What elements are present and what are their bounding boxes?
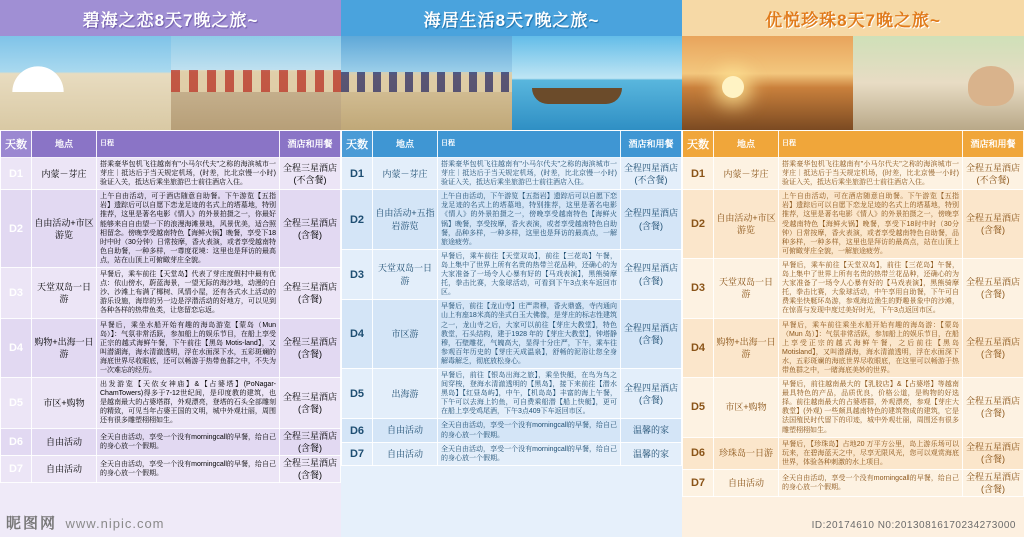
row-hotel: 全程五星酒店 (不含餐) <box>963 158 1024 190</box>
row-location: 自由活动 <box>32 455 97 482</box>
row-hotel: 全程四星酒店 (含餐) <box>621 300 682 369</box>
row-day: D1 <box>683 158 714 190</box>
row-hotel: 全程四星酒店 (含餐) <box>621 249 682 299</box>
panel-3 <box>682 0 1024 537</box>
row-schedule: 早餐后，乘车前往【天堂双岛】，前往【三花岛】午餐，岛上集中了世界上所有名贵的热带兰花品种，还确心的为大家准备了一场令人心暴有好的【马戏表演】，黑熊骑摩托，拳击比赛，大象球活动，可看到下午3点来车返回市区。 <box>438 249 621 299</box>
table-row <box>342 158 682 190</box>
row-schedule: 早餐后，前往越南最大的【乳胶店】&【占婆塔】等越南最具特色的产品，品质优良，价格公道，是购物的好选择。前往越南最大的占婆塔群，外观漂亮，参观【芽庄大教堂】(外观) 一些颇具越南特色的建筑物成的建筑，它是法国殖民时代留下的印迹，城中外观壮丽，周围还有很多雕塑栩栩如生。 <box>779 378 963 438</box>
row-location: 珍珠岛一日游 <box>714 437 779 469</box>
row-day: D2 <box>342 190 373 250</box>
table-row <box>1 318 341 378</box>
table-row <box>683 158 1024 190</box>
col-header-day: 天数 <box>683 131 714 158</box>
row-schedule: 全天自由活动，享受一个没有morningcall的早餐，给自己的身心放一个假期。 <box>779 469 963 496</box>
panel-1 <box>0 0 341 537</box>
row-day: D7 <box>683 469 714 496</box>
watermark-site: www.nipic.com <box>65 516 165 531</box>
row-hotel: 全程三星酒店 (含餐) <box>280 318 341 378</box>
col-header-location: 地点 <box>32 131 97 158</box>
watermark-id: ID:20174610 N0:20130816170234273000 <box>811 520 1016 531</box>
row-day: D5 <box>1 378 32 428</box>
row-location: 内蒙－芽庄 <box>32 158 97 190</box>
row-hotel: 全程五星酒店 (含餐) <box>963 318 1024 378</box>
beach-umbrella-photo <box>0 36 171 130</box>
row-location: 自由活动 <box>714 469 779 496</box>
row-day: D4 <box>342 300 373 369</box>
watermark-logo: 昵图网 <box>6 515 58 532</box>
row-day: D6 <box>342 419 373 442</box>
row-schedule: 早餐后，乘车前往【天堂岛】代表了芽庄度假村中最有优点：依山傍水，蔚蓝海景，一望无际的海沙地，动漫的白沙、沙滩上布满了椰树、风情小屋，还有各式水上活动的游乐设施，海岸的另一边是浮潜活动的好地方，可以见到各种各样的热带鱼类，让您留恋忘返。 <box>97 268 280 318</box>
table-row <box>683 437 1024 469</box>
table-row <box>1 158 341 190</box>
row-location: 自由活动+市区游览 <box>714 190 779 259</box>
row-location: 自由活动 <box>373 442 438 465</box>
row-day: D1 <box>1 158 32 190</box>
col-header-hotel: 酒店和用餐 <box>963 131 1024 158</box>
row-hotel: 全程五星酒店 (含餐) <box>963 190 1024 259</box>
row-day: D3 <box>342 249 373 299</box>
row-day: D4 <box>683 318 714 378</box>
row-location: 内蒙－芽庄 <box>714 158 779 190</box>
row-day: D2 <box>683 190 714 259</box>
row-hotel: 温馨的家 <box>621 419 682 442</box>
table-row <box>1 268 341 318</box>
row-day: D7 <box>342 442 373 465</box>
row-location: 内蒙－芽庄 <box>373 158 438 190</box>
panel-3-title: 优悦珍珠8天7晚之旅~ <box>682 0 1024 36</box>
row-schedule: 早餐后，前往【银岛出海之旅】，乘坐快艇，在鸟为鸟之间穿梭，登海水清澈透明的【黑岛】，接下来前往【潜水黑岛】【红昼岛屿】，中午，【机岛岛】丰富的海上午餐，下午可以去海上钓鱼，可自费乘船潜【船上快艇】，更可在船上享受鸡尾酒，下午3点409下车返回市区。 <box>438 368 621 418</box>
panel-2-itinerary-table <box>341 130 682 466</box>
row-schedule: 全天自由活动，享受一个没有morningcall的早餐，给自己的身心放一个假期。 <box>438 442 621 465</box>
table-row <box>1 455 341 482</box>
row-schedule: 全天自由活动，享受一个没有morningcall的早餐，给自己的身心放一个假期。 <box>97 455 280 482</box>
row-day: D3 <box>1 268 32 318</box>
row-hotel: 全程五星酒店 (含餐) <box>963 437 1024 469</box>
table-row <box>1 190 341 268</box>
panel-3-itinerary-table <box>682 130 1024 497</box>
table-row <box>342 300 682 369</box>
row-schedule: 搭乘豪华包机飞往越南有"小马尔代夫"之称的海滨城市一芽庄｜抵达后于当天规定机场，(时差，比北京慢一小时) 验证入关，抵达后乘坐旅游巴士前往酒店入住。 <box>97 158 280 190</box>
row-location: 天堂双岛一日游 <box>373 249 438 299</box>
sunset-couple-photo <box>682 36 853 130</box>
row-location: 天堂双岛一日游 <box>32 268 97 318</box>
table-row <box>1 378 341 428</box>
col-header-schedule: 日程 <box>97 131 280 158</box>
row-hotel: 全程三星酒店 (含餐) <box>280 190 341 268</box>
panel-2-title: 海居生活8天7晚之旅~ <box>341 0 682 36</box>
table-row <box>342 442 682 465</box>
row-schedule: 早餐后，乘坐水船开始有趣的海岛游览【蒙岛（Mun 岛）】：气氛非常活跃，参加船上的娱乐节目，在船上享受正宗的越式海鲜午餐，下午前往【黑岛 Motis-land】，又叫潜湖海，海水清澈透明，浮在水面深下水，五彩斑斓的海底世界尽收眼底，还可以畅游于热带鱼群之中，不失为一次难忘的经历。 <box>97 318 280 378</box>
row-hotel: 全程五星酒店 (含餐) <box>963 258 1024 318</box>
col-header-day: 天数 <box>1 131 32 158</box>
row-hotel: 全程五星酒店 (含餐) <box>963 469 1024 496</box>
row-hotel: 全程三星酒店 (不含餐) <box>280 158 341 190</box>
table-row <box>683 469 1024 496</box>
row-location: 市区+购物 <box>714 378 779 438</box>
panel-2-photos <box>341 36 682 130</box>
row-schedule: 上午自由活动，下午游览【五指岩】遗踪后可以自愿下恋龙足迹的名式上的塔墓地，特别推荐，这里是著名电影《情人》的外景拍摄之一，傍晚享受越南特色【海鲜火锅】晚餐，享受按摩，香火表演，或者享受越南特色自助餐，品种多样，一种多样，这里也是拜访的最高点，一解旅途疲劳。 <box>438 190 621 250</box>
panel-3-photos <box>682 36 1024 130</box>
row-hotel: 全程三星酒店 (含餐) <box>280 378 341 428</box>
row-schedule: 早餐后，乘车前往乘坐水船开始有趣的海岛游：【蒙岛（Mun 岛）】：气氛非常活跃，参加船上的娱乐节目，在船上享受正宗的越式海鲜午餐，之后前往【黑岛 Motisland】，又叫潜湖海，海水清澈透明，浮在水面深下水，五彩斑斓的海底世界尽收眼底，在这里可以畅游于热带鱼群之中，一睹海底美妙的世界。 <box>779 318 963 378</box>
col-header-hotel: 酒店和用餐 <box>621 131 682 158</box>
row-hotel: 全程三星酒店 (含餐) <box>280 455 341 482</box>
row-location: 自由活动 <box>32 428 97 455</box>
row-schedule: 早餐后，乘车前往【天堂双岛】，前往【三花岛】午餐，岛上集中了世界上所有名贵的热带兰花品种，还确心的为大家准备了一场令人心暴有好的【马戏表演】，黑熊骑摩托，拳击比赛，大象球活动，中午享用自助餐，下午可自费乘坐快艇环岛游，参观海边渔生的野趣景象中的沙滩，在惊喜与发现中度过美好时光，下午3点返回市区。 <box>779 258 963 318</box>
table-row <box>342 249 682 299</box>
row-day: D5 <box>683 378 714 438</box>
row-day: D7 <box>1 455 32 482</box>
row-location: 自由活动+五指岩游览 <box>373 190 438 250</box>
spa-massage-photo <box>853 36 1024 130</box>
col-header-schedule: 日程 <box>779 131 963 158</box>
row-schedule: 全天自由活动，享受一个没有morningcall的早餐，给自己的身心放一个假期。 <box>97 428 280 455</box>
row-location: 购物+出海一日游 <box>714 318 779 378</box>
table-row <box>683 258 1024 318</box>
col-header-day: 天数 <box>342 131 373 158</box>
row-location: 自由活动+市区游览 <box>32 190 97 268</box>
row-day: D2 <box>1 190 32 268</box>
panel-1-itinerary-table <box>0 130 341 483</box>
table-row <box>342 419 682 442</box>
row-location: 市区游 <box>373 300 438 369</box>
row-hotel: 全程四星酒店 (含餐) <box>621 190 682 250</box>
col-header-location: 地点 <box>373 131 438 158</box>
panel-1-title: 碧海之恋8天7晚之旅~ <box>0 0 341 36</box>
row-day: D5 <box>342 368 373 418</box>
row-day: D1 <box>342 158 373 190</box>
row-schedule: 搭乘豪华包机飞往越南有"小马尔代夫"之称的海滨城市一芽庄｜抵达后于当天规定机场，(时差，比北京慢一小时) 验证入关，抵达后乘坐旅游巴士前往酒店入住。 <box>438 158 621 190</box>
beach-umbrella-row-photo <box>341 36 512 130</box>
panel-1-photos <box>0 36 341 130</box>
row-schedule: 上午自由活动，可在酒店随意自助餐。下午游览【五指岩】遗踪后可以自愿下恋龙足迹的名式上的塔墓地，特别推荐，这里是著名电影《情人》的外景拍摄之一，傍晚享受越南特色【海鲜火锅】晚餐，享受下18时中时（30分钟）日常按摩，香火表演，或者享受越南特色自助餐，品种多样，一种多样，这里也是拜访的最高点，站在山顶上可俯瞰芽庄全貌，一解旅途疲劳。 <box>779 190 963 259</box>
row-hotel: 全程四星酒店 (不含餐) <box>621 158 682 190</box>
row-location: 天堂双岛一日游 <box>714 258 779 318</box>
row-schedule: 上午自由活动，可于酒店随意自助餐。下午游览【五指岩】遗踪后可以自愿下恋龙足迹的名式上的塔墓地，特别推荐，这里是著名电影《情人》的外景拍摄之一，你最好能够来自自由望一下的浪漫海滩景地，风景优美，适合照相留念。傍晚享受越南特色【海鲜火锅】晚餐，享受下18时中时（30分钟）日常按摩，香火表演，或者享受越南特色自助餐，一种多样，一尊度花境：这里也是拜访的最高点，站在山顶上可俯瞰芽庄全貌。 <box>97 190 280 268</box>
island-boat-photo <box>512 36 683 130</box>
row-schedule: 全天自由活动，享受一个没有morningcall的早餐，给自己的身心放一个假期。 <box>438 419 621 442</box>
row-schedule: 搭乘豪华包机飞往越南有"小马尔代夫"之称的海滨城市一芽庄｜抵达后于当天规定机场，(时差，比北京慢一小时) 验证入关，抵达后乘坐旅游巴士前往酒店入住。 <box>779 158 963 190</box>
row-hotel: 全程三星酒店 (含餐) <box>280 268 341 318</box>
table-row <box>342 368 682 418</box>
row-schedule: 早餐后，前往【龙山寺】庄严肃穆，香火鼎盛，寺内通向山上有座18米高的坐式白玉大佛像，是芽庄的标志性建筑之一，龙山寺之后，大家可以前往【芽庄大教堂】，特色教堂，石头结构，建于1928 年的【芽庄大教堂】，钟塔静穆，石壁雕花，气魄高大，显得十分庄严，下午，乘车往参观百年历史的【芽庄天成温泉】，舒畅的泥浴让您全身解毒解乏，彻底放松身心。 <box>438 300 621 369</box>
table-row <box>683 318 1024 378</box>
table-row <box>342 190 682 250</box>
row-hotel: 全程五星酒店 (含餐) <box>963 378 1024 438</box>
col-header-location: 地点 <box>714 131 779 158</box>
row-location: 自由活动 <box>373 419 438 442</box>
row-schedule: 早餐后，【珍珠岛】占地20 万平方公里，岛上游乐场可以玩来，在碧海蓝天之中，尽享无限风光，您可以观赏海底世界，体验各种刺激的水上项目。 <box>779 437 963 469</box>
row-schedule: 出发游览【天依女神庙】&【占婆塔】(PoNagar-ChamTowers)得多于7-12世纪间，是印度教的建筑，也是越南最大的占婆塔群，外观漂亮，登塔的石头全部雕刻的精致，可见当年占婆王国的文明，城中外观壮丽，周围还有很多雕塑栩栩如生。 <box>97 378 280 428</box>
row-day: D4 <box>1 318 32 378</box>
row-hotel: 温馨的家 <box>621 442 682 465</box>
row-location: 市区+购物 <box>32 378 97 428</box>
watermark <box>6 512 165 533</box>
table-row <box>1 428 341 455</box>
row-day: D3 <box>683 258 714 318</box>
row-location: 出海游 <box>373 368 438 418</box>
beach-resort-photo <box>171 36 342 130</box>
row-location: 购物+出海一日游 <box>32 318 97 378</box>
row-hotel: 全程三星酒店 (含餐) <box>280 428 341 455</box>
row-day: D6 <box>683 437 714 469</box>
table-row <box>683 190 1024 259</box>
panel-2 <box>341 0 682 537</box>
col-header-schedule: 日程 <box>438 131 621 158</box>
col-header-hotel: 酒店和用餐 <box>280 131 341 158</box>
row-day: D6 <box>1 428 32 455</box>
row-hotel: 全程四星酒店 (含餐) <box>621 368 682 418</box>
table-row <box>683 378 1024 438</box>
